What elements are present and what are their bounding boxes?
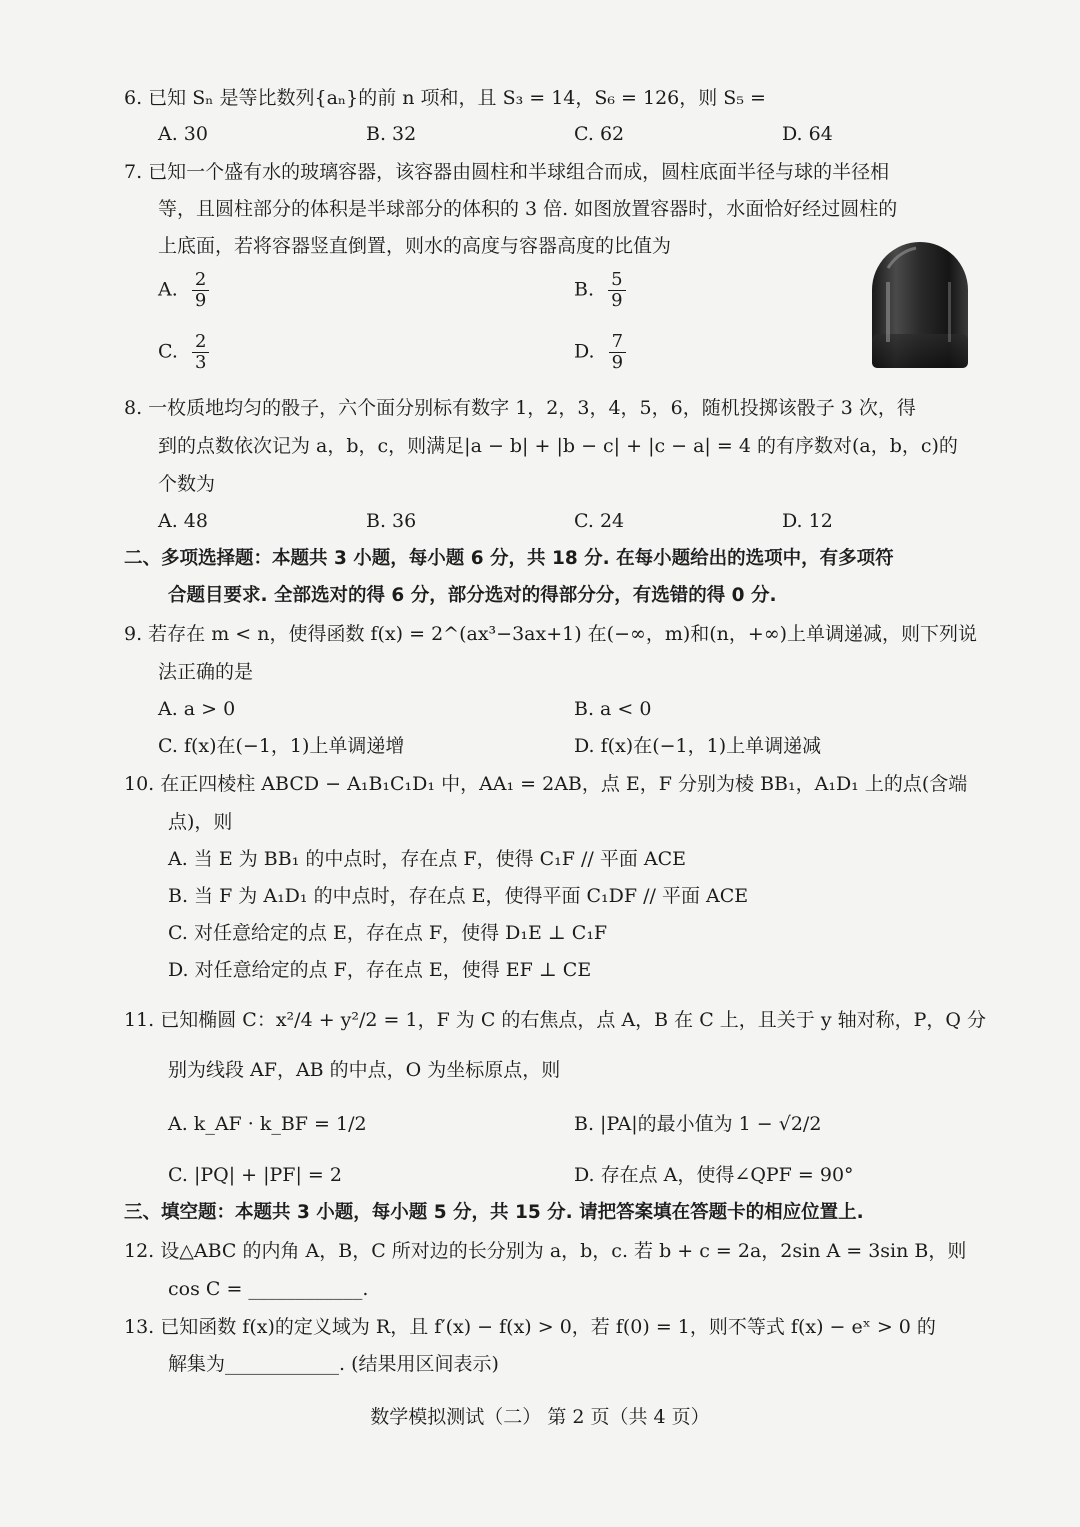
section-2-heading-line-2: 合题目要求. 全部选对的得 6 分，部分选对的得部分分，有选错的得 0 分. — [168, 585, 777, 606]
q12-line-1: 12. 设△ABC 的内角 A，B，C 所对边的长分别为 a，b，c. 若 b + c = 2a，2sin A = 3sin B，则 — [124, 1240, 967, 1262]
q9-option-c: C. f(x)在(−1，1)上单调递增 — [158, 735, 405, 757]
q6-option-c: C. 62 — [574, 123, 625, 145]
section-2-heading: 二、多项选择题：本题共 3 小题，每小题 6 分，共 18 分. 在每小题给出的选项中，有多项符 — [124, 548, 894, 569]
q10-option-b: B. 当 F 为 A₁D₁ 的中点时，存在点 E，使得平面 C₁DF // 平面 ACE — [168, 885, 749, 907]
q6-option-d: D. 64 — [782, 123, 833, 145]
q6-stem: 6. 已知 Sₙ 是等比数列{aₙ}的前 n 项和，且 S₃ = 14，S₆ = 126，则 S₅ = — [124, 87, 766, 109]
page-footer: 数学模拟测试（二） 第 2 页（共 4 页） — [370, 1406, 710, 1428]
q11-option-a: A. k_AF · k_BF = 1/2 — [168, 1113, 367, 1135]
q7-line-3: 上底面，若将容器竖直倒置，则水的高度与容器高度的比值为 — [158, 235, 672, 257]
q6-option-b: B. 32 — [366, 123, 417, 145]
q11-option-b: B. |PA|的最小值为 1 − √2/2 — [574, 1113, 822, 1135]
q8-line-1: 8. 一枚质地均匀的骰子，六个面分别标有数字 1，2，3，4，5，6，随机投掷该骰子 3 次，得 — [124, 397, 916, 419]
fraction: $\frac{5}{9}$ — [608, 270, 625, 311]
q7-option-a: A. $\frac{2}{9}$ — [158, 270, 209, 311]
section-3-heading: 三、填空题：本题共 3 小题，每小题 5 分，共 15 分. 请把答案填在答题卡的相应位置上. — [124, 1202, 864, 1223]
q8-option-d: D. 12 — [782, 510, 833, 532]
q11-option-c: C. |PQ| + |PF| = 2 — [168, 1164, 342, 1186]
q13-line-2: 解集为____________. (结果用区间表示) — [168, 1353, 499, 1375]
q11-line-2: 别为线段 AF，AB 的中点，O 为坐标原点，则 — [168, 1059, 561, 1081]
q6-option-a: A. 30 — [158, 123, 208, 145]
q7-option-c: C. $\frac{2}{3}$ — [158, 332, 209, 373]
q8-option-b: B. 36 — [366, 510, 417, 532]
fraction: $\frac{2}{3}$ — [192, 332, 209, 373]
q9-line-1: 9. 若存在 m < n，使得函数 f(x) = 2^(ax³−3ax+1) 在(−∞，m)和(n，+∞)上单调递减，则下列说 — [124, 623, 978, 645]
q8-line-3: 个数为 — [158, 473, 216, 495]
q9-option-a: A. a > 0 — [158, 698, 236, 720]
q10-line-1: 10. 在正四棱柱 ABCD − A₁B₁C₁D₁ 中，AA₁ = 2AB，点 E，F 分别为棱 BB₁，A₁D₁ 上的点(含端 — [124, 773, 968, 795]
q12-line-2: cos C = ____________. — [168, 1278, 369, 1300]
glass-container-image — [868, 238, 972, 370]
q8-option-c: C. 24 — [574, 510, 625, 532]
q9-line-2: 法正确的是 — [158, 661, 254, 683]
q8-line-2: 到的点数依次记为 a，b，c，则满足|a − b| + |b − c| + |c − a| = 4 的有序数对(a，b，c)的 — [158, 435, 958, 457]
q10-option-a: A. 当 E 为 BB₁ 的中点时，存在点 F，使得 C₁F // 平面 ACE — [168, 848, 687, 870]
q11-line-1: 11. 已知椭圆 C：x²/4 + y²/2 = 1，F 为 C 的右焦点，点 A，B 在 C 上，且关于 y 轴对称，P，Q 分 — [124, 1009, 987, 1031]
q10-line-2: 点)，则 — [168, 811, 233, 833]
q9-option-b: B. a < 0 — [574, 698, 652, 720]
q8-option-a: A. 48 — [158, 510, 208, 532]
q7-line-1: 7. 已知一个盛有水的玻璃容器，该容器由圆柱和半球组合而成，圆柱底面半径与球的半径相 — [124, 161, 890, 183]
q7-option-d: D. $\frac{7}{9}$ — [574, 332, 626, 373]
q13-line-1: 13. 已知函数 f(x)的定义域为 R，且 f′(x) − f(x) > 0，若 f(0) = 1，则不等式 f(x) − eˣ > 0 的 — [124, 1316, 936, 1338]
q7-line-2: 等，且圆柱部分的体积是半球部分的体积的 3 倍. 如图放置容器时，水面恰好经过圆柱的 — [158, 198, 898, 220]
q10-option-c: C. 对任意给定的点 E，存在点 F，使得 D₁E ⊥ C₁F — [168, 922, 608, 944]
fraction: $\frac{2}{9}$ — [192, 270, 209, 311]
q11-option-d: D. 存在点 A，使得∠QPF = 90° — [574, 1164, 854, 1186]
q7-option-b: B. $\frac{5}{9}$ — [574, 270, 626, 311]
q9-option-d: D. f(x)在(−1，1)上单调递减 — [574, 735, 822, 757]
q10-option-d: D. 对任意给定的点 F，存在点 E，使得 EF ⊥ CE — [168, 959, 592, 981]
fraction: $\frac{7}{9}$ — [609, 332, 626, 373]
